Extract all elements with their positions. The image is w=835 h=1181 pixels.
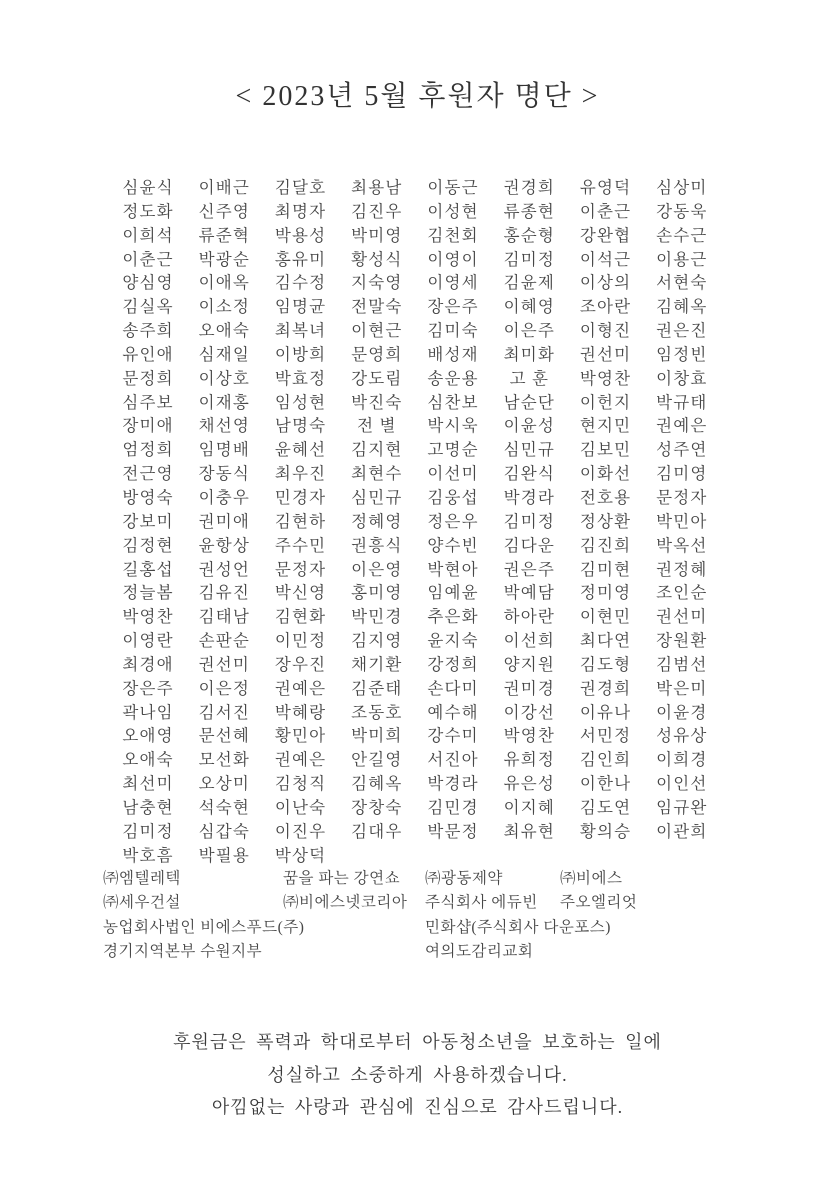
donor-name: 이석근 xyxy=(579,249,632,269)
donor-name: 최우진 xyxy=(274,464,327,484)
donor-name: 권성언 xyxy=(198,559,251,579)
donor-name: 임명균 xyxy=(274,297,327,317)
donor-name: 정미영 xyxy=(579,583,632,603)
donor-name: 박영찬 xyxy=(122,607,174,627)
donor-name: 이동근 xyxy=(427,178,479,197)
donor-name: 김서진 xyxy=(198,702,251,722)
donor-name: 이현민 xyxy=(579,607,632,627)
org-name: ㈜비에스 xyxy=(560,870,623,887)
donor-name: 심주보 xyxy=(122,392,174,412)
donor-name: 김미현 xyxy=(579,559,632,579)
org-name: 농업회사법인 비에스푸드(주) xyxy=(103,918,305,936)
footer-line-3: 아낌없는 사랑과 관심에 진심으로 감사드립니다. xyxy=(211,1097,624,1117)
donor-name: 임성현 xyxy=(274,392,327,412)
donor-name: 박규태 xyxy=(656,392,708,412)
donor-name: 문정희 xyxy=(122,368,174,388)
donor-name: 박민경 xyxy=(351,607,403,627)
donor-name: 홍미영 xyxy=(351,583,403,603)
donor-name: 오애숙 xyxy=(122,750,174,770)
donor-name: 최용남 xyxy=(351,178,403,197)
donor-name: 권예은 xyxy=(274,678,327,698)
donor-name: 남명숙 xyxy=(274,416,327,436)
donor-name: 서현숙 xyxy=(656,273,708,293)
donor-name: 김민경 xyxy=(427,797,479,817)
donor-name: 홍유미 xyxy=(274,249,327,269)
donor-name: 민경자 xyxy=(274,487,327,507)
donor-name: 권미경 xyxy=(503,678,556,698)
donor-name: 김윤제 xyxy=(503,273,556,293)
donor-name: 이성현 xyxy=(427,201,479,221)
donor-name: 정상환 xyxy=(579,511,632,531)
donor-name: 권경희 xyxy=(579,678,632,698)
donor-grid xyxy=(110,176,720,867)
donor-name: 박효정 xyxy=(274,368,327,388)
donor-name: 김청직 xyxy=(274,774,327,794)
donor-name: 이영세 xyxy=(427,273,479,293)
footer-message xyxy=(0,1026,835,1124)
donor-name: 석숙현 xyxy=(198,797,251,817)
donor-name: 길홍섭 xyxy=(122,559,174,579)
donor-name: 이창효 xyxy=(656,368,708,388)
donor-name: 장창숙 xyxy=(351,797,403,817)
donor-name: 주수민 xyxy=(274,535,327,555)
donor-name: 전말숙 xyxy=(351,297,403,317)
donor-name: 고 훈 xyxy=(509,368,550,388)
donor-name: 이춘근 xyxy=(579,201,632,221)
donor-name: 장우진 xyxy=(274,654,327,674)
donor-name: 김웅섭 xyxy=(427,487,479,507)
donor-name: 유인애 xyxy=(122,344,174,364)
donor-name: 정도화 xyxy=(122,201,174,221)
donor-name: 장은주 xyxy=(427,297,479,317)
donor-name: 심윤식 xyxy=(122,178,174,197)
org-name: 민화샵(주식회사 다운포스) xyxy=(425,918,611,936)
org-name: ㈜세우건설 xyxy=(103,894,181,912)
donor-name: 정늘봄 xyxy=(122,583,174,603)
donor-name: 이혜영 xyxy=(503,297,556,317)
footer-line-1: 후원금은 폭력과 학대로부터 아동청소년을 보호하는 일에 xyxy=(173,1032,662,1052)
donor-name: 권미애 xyxy=(198,511,251,531)
donor-name: 이영란 xyxy=(122,631,174,651)
donor-name: 김미정 xyxy=(503,249,556,269)
donor-name: 김혜옥 xyxy=(351,774,403,794)
donor-name: 임명배 xyxy=(198,440,251,460)
donor-name: 엄정희 xyxy=(122,440,174,460)
donor-name: 최복녀 xyxy=(274,321,327,341)
donor-name: 성유상 xyxy=(656,726,708,746)
donor-name: 장원환 xyxy=(656,631,708,651)
donor-name: 강동욱 xyxy=(656,201,708,221)
donor-name: 권경희 xyxy=(503,178,556,197)
donor-name: 심민규 xyxy=(503,440,556,460)
donor-name: 황의승 xyxy=(579,821,632,841)
donor-name: 최미화 xyxy=(503,344,556,364)
donor-name: 이용근 xyxy=(656,249,708,269)
donor-name: 김달호 xyxy=(274,178,327,197)
org-line xyxy=(0,890,835,914)
donor-name: 이한나 xyxy=(579,774,632,794)
donor-name: 김준태 xyxy=(351,678,403,698)
donor-name: 지숙영 xyxy=(351,273,403,293)
donor-name: 심민규 xyxy=(351,487,403,507)
donor-name: 김도형 xyxy=(579,654,632,674)
donor-name: 이진우 xyxy=(274,821,327,841)
donor-name: 현지민 xyxy=(579,416,632,436)
donor-name: 이관희 xyxy=(656,821,708,841)
donor-name: 박신영 xyxy=(274,583,327,603)
donor-name: 최경애 xyxy=(122,654,174,674)
donor-name: 오애영 xyxy=(122,726,174,746)
donor-name: 이민정 xyxy=(274,631,327,651)
donor-name: 박광순 xyxy=(198,249,251,269)
org-name: 꿈을 파는 강연쇼 xyxy=(283,870,401,887)
donor-name: 김미영 xyxy=(656,464,708,484)
donor-name: 김완식 xyxy=(503,464,556,484)
org-line xyxy=(0,866,835,890)
donor-name: 김현하 xyxy=(274,511,327,531)
donor-name: 이희석 xyxy=(122,225,174,245)
donor-name: 이재홍 xyxy=(198,392,251,412)
donor-name: 김대우 xyxy=(351,821,403,841)
donor-name: 심갑숙 xyxy=(198,821,251,841)
donor-name: 신주영 xyxy=(198,201,251,221)
donor-name: 장동식 xyxy=(198,464,251,484)
donor-name: 장미애 xyxy=(122,416,174,436)
donor-name: 박상덕 xyxy=(274,845,327,865)
donor-name: 손판순 xyxy=(198,631,251,651)
donor-name: 양수빈 xyxy=(427,535,479,555)
donor-name: 이화선 xyxy=(579,464,632,484)
donor-name: 김범선 xyxy=(656,654,708,674)
donor-name: 최선미 xyxy=(122,774,174,794)
donor-name: 이윤경 xyxy=(656,702,708,722)
donor-name: 배성재 xyxy=(427,344,479,364)
donor-name: 이영이 xyxy=(427,249,479,269)
donor-name: 심재일 xyxy=(198,344,251,364)
donor-name: 이형진 xyxy=(579,321,632,341)
donor-name: 이강선 xyxy=(503,702,556,722)
donor-name: 윤혜선 xyxy=(274,440,327,460)
donor-name: 강완협 xyxy=(579,225,632,245)
donor-name: 박영찬 xyxy=(579,368,632,388)
donor-name: 오애숙 xyxy=(198,321,251,341)
donor-name: 방영숙 xyxy=(122,487,174,507)
donor-name: 박경라 xyxy=(503,487,556,507)
donor-name: 문정자 xyxy=(656,487,708,507)
donor-name: 황성식 xyxy=(351,249,403,269)
donor-name: 김미정 xyxy=(122,821,174,841)
donor-name: 송주희 xyxy=(122,321,174,341)
donor-name: 이인선 xyxy=(656,774,708,794)
donor-name: 김유진 xyxy=(198,583,251,603)
donor-name: 양심영 xyxy=(122,273,174,293)
donor-name: 김다운 xyxy=(503,535,556,555)
donor-name: 박민아 xyxy=(656,511,708,531)
donor-name: 이애옥 xyxy=(198,273,251,293)
org-list xyxy=(0,866,835,964)
donor-name: 이상호 xyxy=(198,368,251,388)
donor-name: 서진아 xyxy=(427,750,479,770)
donor-name: 양지원 xyxy=(503,654,556,674)
donor-name: 모선화 xyxy=(198,750,251,770)
donor-name: 박시욱 xyxy=(427,416,479,436)
donor-name: 김실옥 xyxy=(122,297,174,317)
donor-name: 박현아 xyxy=(427,559,479,579)
donor-name: 이난숙 xyxy=(274,797,327,817)
donor-name: 문영희 xyxy=(351,344,403,364)
org-name: ㈜엠텔레텍 xyxy=(103,870,181,887)
donor-name: 전호용 xyxy=(579,487,632,507)
donor-name: 박예담 xyxy=(503,583,556,603)
donor-name: 채선영 xyxy=(198,416,251,436)
donor-name: 김혜옥 xyxy=(656,297,708,317)
donor-name: 김미숙 xyxy=(427,321,479,341)
donor-name: 강보미 xyxy=(122,511,174,531)
donor-name: 강수미 xyxy=(427,726,479,746)
donor-name: 권은진 xyxy=(656,321,708,341)
donor-name: 김진희 xyxy=(579,535,632,555)
org-line xyxy=(0,915,835,939)
donor-name: 김인희 xyxy=(579,750,632,770)
donor-name: 심찬보 xyxy=(427,392,479,412)
donor-name: 박문정 xyxy=(427,821,479,841)
donor-name: 박경라 xyxy=(427,774,479,794)
donor-name: 이소정 xyxy=(198,297,251,317)
donor-name: 김지현 xyxy=(351,440,403,460)
donor-name: 김정현 xyxy=(122,535,174,555)
donor-name: 성주연 xyxy=(656,440,708,460)
donor-name: 이선희 xyxy=(503,631,556,651)
donor-name: 이선미 xyxy=(427,464,479,484)
donor-name: 유희정 xyxy=(503,750,556,770)
donor-name: 전근영 xyxy=(122,464,174,484)
footer-line-2: 성실하고 소중하게 사용하겠습니다. xyxy=(267,1064,568,1085)
donor-name: 윤항상 xyxy=(198,535,251,555)
donor-name: 김수정 xyxy=(274,273,327,293)
donor-name: 박영찬 xyxy=(503,726,556,746)
donor-name: 임정빈 xyxy=(656,344,708,364)
donor-name: 손수근 xyxy=(656,225,708,245)
donor-name: 권정혜 xyxy=(656,559,708,579)
donor-name: 박호흠 xyxy=(122,845,174,865)
donor-name: 박은미 xyxy=(656,678,708,698)
org-name: 여의도감리교회 xyxy=(425,943,534,961)
donor-name: 안길영 xyxy=(351,750,403,770)
donor-name: 장은주 xyxy=(122,678,174,698)
donor-name: 이은영 xyxy=(351,559,403,579)
donor-name: 권선미 xyxy=(656,607,708,627)
page-title: < 2023년 5월 후원자 명단 > xyxy=(235,81,600,112)
donor-name: 송운용 xyxy=(427,368,479,388)
donor-name: 류준혁 xyxy=(198,225,251,245)
donor-name: 권예은 xyxy=(656,416,708,436)
donor-name: 이은주 xyxy=(503,321,556,341)
donor-name: 전 별 xyxy=(357,416,397,436)
donor-name: 최현수 xyxy=(351,464,403,484)
donor-name: 채기환 xyxy=(351,654,403,674)
org-name: 주식회사 에듀빈 xyxy=(425,894,538,912)
donor-name: 추은화 xyxy=(427,607,479,627)
donor-name: 유영덕 xyxy=(579,178,632,197)
donor-name: 이희경 xyxy=(656,750,708,770)
donor-name: 이배근 xyxy=(198,178,251,197)
donor-name: 이유나 xyxy=(579,702,632,722)
donor-name: 강정희 xyxy=(427,654,479,674)
donor-name: 손다미 xyxy=(427,678,479,698)
donor-name: 박진숙 xyxy=(351,392,403,412)
donor-name: 임예윤 xyxy=(427,583,479,603)
donor-name: 권흥식 xyxy=(351,535,403,555)
donor-name: 권선미 xyxy=(579,344,632,364)
donor-name: 김현화 xyxy=(274,607,327,627)
donor-name: 최유현 xyxy=(503,821,556,841)
donor-name: 이충우 xyxy=(198,487,251,507)
donor-name: 최다연 xyxy=(579,631,632,651)
donor-name: 김태남 xyxy=(198,607,251,627)
donor-name: 심상미 xyxy=(656,178,708,197)
donor-name: 류종현 xyxy=(503,201,556,221)
donor-name: 이은정 xyxy=(198,678,251,698)
donor-name: 홍순형 xyxy=(503,225,556,245)
donor-name: 조아란 xyxy=(579,297,632,317)
donor-name: 김미정 xyxy=(503,511,556,531)
donor-name: 오상미 xyxy=(198,774,251,794)
donor-name: 남충현 xyxy=(122,797,174,817)
donor-name: 남순단 xyxy=(503,392,556,412)
donor-name: 박혜랑 xyxy=(274,702,327,722)
donor-name: 권은주 xyxy=(503,559,556,579)
donor-name: 김천회 xyxy=(427,225,479,245)
donor-name: 황민아 xyxy=(274,726,327,746)
donor-name: 강도림 xyxy=(351,368,403,388)
donor-name: 임규완 xyxy=(656,797,708,817)
donor-name: 예수해 xyxy=(427,702,479,722)
donor-name: 문정자 xyxy=(274,559,327,579)
donor-name: 이지혜 xyxy=(503,797,556,817)
donor-name: 박미영 xyxy=(351,225,403,245)
donor-name: 이상의 xyxy=(579,273,632,293)
donor-name: 김보민 xyxy=(579,440,632,460)
donor-name: 김도연 xyxy=(579,797,632,817)
donor-name: 곽나임 xyxy=(122,702,174,722)
donor-name: 박필용 xyxy=(198,845,251,865)
donor-name: 조동호 xyxy=(351,702,403,722)
org-name: 주오엘리엇 xyxy=(560,894,638,912)
donor-name: 박미희 xyxy=(351,726,403,746)
donor-name: 최명자 xyxy=(274,201,327,221)
donor-name: 박옥선 xyxy=(656,535,708,555)
donor-name: 김진우 xyxy=(351,201,403,221)
donor-name: 정혜영 xyxy=(351,511,403,531)
donor-name: 문선혜 xyxy=(198,726,251,746)
donor-name: 윤지숙 xyxy=(427,631,479,651)
org-name: ㈜비에스넷코리아 xyxy=(283,894,408,912)
donor-name: 서민정 xyxy=(579,726,632,746)
donor-name: 이방희 xyxy=(274,344,327,364)
donor-name: 권선미 xyxy=(198,654,251,674)
donor-name: 박용성 xyxy=(274,225,327,245)
donor-name: 하아란 xyxy=(503,607,556,627)
donor-name: 고명순 xyxy=(427,440,479,460)
org-line xyxy=(0,939,835,963)
org-name: ㈜광동제약 xyxy=(425,870,503,887)
donor-name: 이현근 xyxy=(351,321,403,341)
donor-name: 조인순 xyxy=(656,583,708,603)
donor-name: 유은성 xyxy=(503,774,556,794)
org-name: 경기지역본부 수원지부 xyxy=(103,943,263,961)
donor-name: 이헌지 xyxy=(579,392,632,412)
donor-name: 정은우 xyxy=(427,511,479,531)
donor-name: 권예은 xyxy=(274,750,327,770)
donor-name: 이윤성 xyxy=(503,416,556,436)
donor-name: 이춘근 xyxy=(122,249,174,269)
donor-name: 김지영 xyxy=(351,631,403,651)
